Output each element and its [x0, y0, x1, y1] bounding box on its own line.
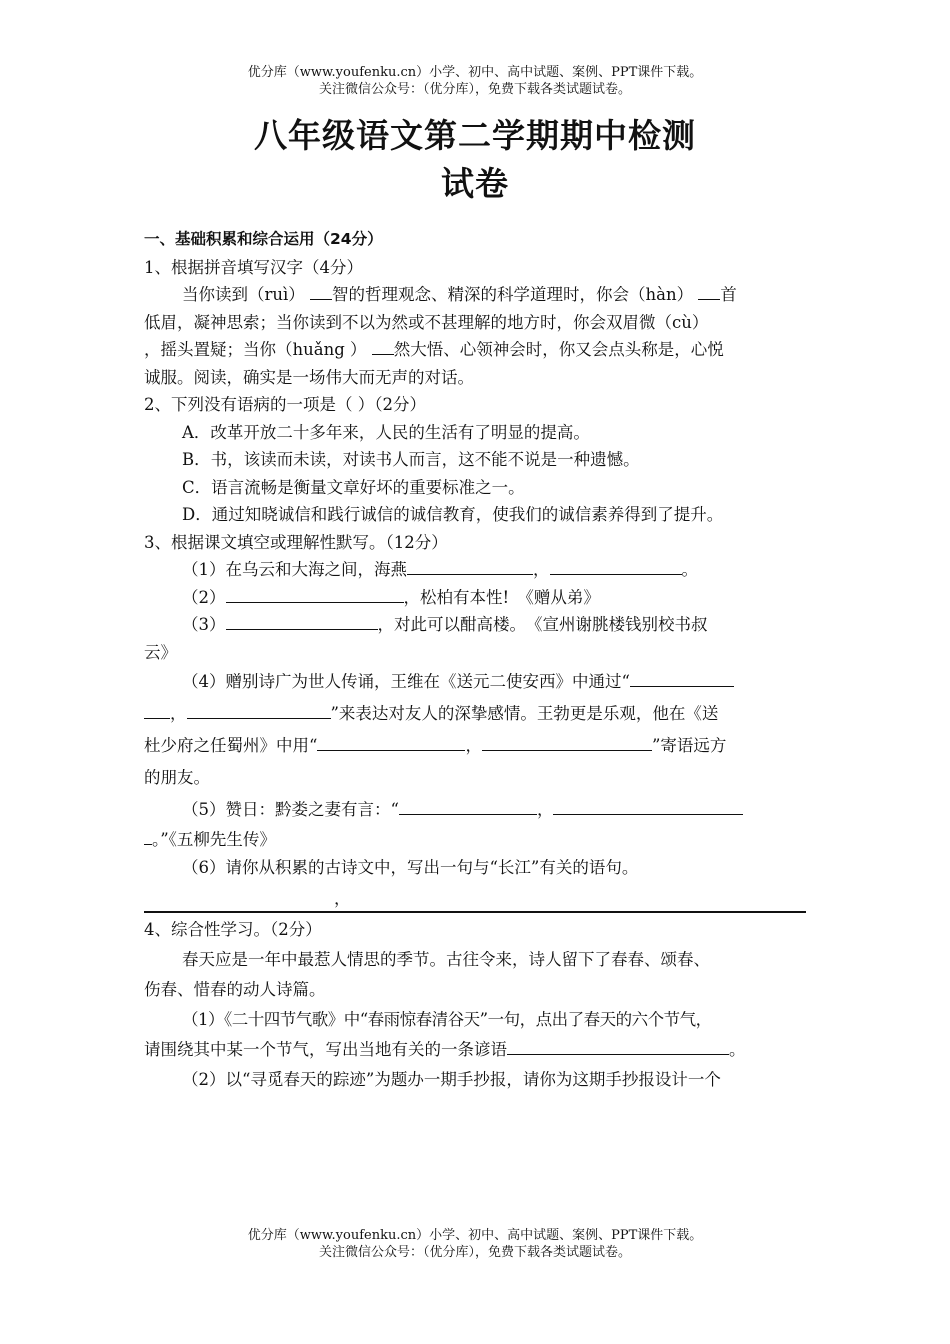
- question-3-item-4: （4）赠别诗广为世人传诵，王维在《送元二使安西》中通过“: [144, 666, 806, 698]
- question-3-item-1: （1）在乌云和大海之间，海燕 ， 。: [144, 556, 806, 584]
- question-4-item-2: （2）以“寻觅春天的踪迹”为题办一期手抄报，请你为这期手抄报设计一个: [182, 1070, 721, 1089]
- question-2-option-c[interactable]: C．语言流畅是衡量文章好坏的重要标准之一。: [182, 477, 525, 497]
- answer-blank[interactable]: [482, 732, 652, 751]
- page-header: [0, 64, 950, 98]
- question-3-item-5: （5）赞日：黔娄之妻有言：“ ，: [144, 794, 806, 826]
- answer-blank[interactable]: [553, 796, 743, 815]
- answer-line[interactable]: [144, 881, 806, 913]
- answer-blank[interactable]: [144, 826, 152, 845]
- question-3-item-3-cont: 云》: [144, 642, 177, 662]
- question-1-passage-line: 诚服。阅读，确实是一场伟大而无声的对话。: [144, 367, 474, 387]
- exam-content: [144, 226, 806, 1095]
- answer-blank[interactable]: [507, 1036, 729, 1055]
- question-4-intro: 春天应是一年中最惹人情思的季节。古往令来，诗人留下了春春、颂春、: [182, 950, 710, 969]
- question-3-item-6: （6）请你从积累的古诗文中，写出一句与“长江”有关的语句。: [182, 857, 639, 877]
- question-4-intro-cont: 伤春、惜春的动人诗篇。: [144, 980, 326, 999]
- answer-blank[interactable]: [630, 668, 734, 687]
- footer-line-2: 关注微信公众号：（优分库），免费下载各类试题试卷。: [318, 1245, 631, 1260]
- question-3-item-4-cont: 的朋友。: [144, 768, 210, 787]
- question-3-item-3: （3） ，对此可以酣高楼。 《宣州谢朓楼钱别校书叔: [144, 611, 806, 639]
- question-1-passage-line: 当你读到（ruì） 智的哲理观念、精深的科学道理时，你会（hàn） 首: [144, 281, 806, 309]
- question-3-stem: 3、根据课文填空或理解性默写。（12分）: [144, 532, 448, 552]
- answer-blank[interactable]: [698, 281, 720, 300]
- question-2-option-d[interactable]: D．通过知晓诚信和践行诚信的诚信教育，使我们的诚信素养得到了提升。: [182, 505, 724, 524]
- footer-line-1: 优分库（www.youfenku.cn）小学、初中、高中试题、案例、PPT课件下载。: [247, 1228, 703, 1243]
- section-heading: 一、基础积累和综合运用（24分）: [144, 230, 383, 248]
- answer-blank[interactable]: [407, 556, 533, 575]
- question-4-item-1-cont: 请围绕其中某一个节气，写出当地有关的一条谚语 。: [144, 1035, 806, 1065]
- header-line-2: 关注微信公众号：（优分库），免费下载各类试题试卷。: [318, 82, 631, 97]
- answer-blank[interactable]: [372, 336, 394, 355]
- answer-line-comma: ，: [334, 889, 351, 908]
- answer-blank[interactable]: [187, 700, 331, 719]
- answer-blank[interactable]: [550, 556, 682, 575]
- answer-blank[interactable]: [144, 700, 170, 719]
- exam-title: [0, 112, 950, 208]
- answer-blank[interactable]: [399, 796, 537, 815]
- question-3-item-4-cont: 杜少府之任蜀州》中用“ ， ”寄语远方: [144, 730, 806, 762]
- page-footer: [0, 1227, 950, 1261]
- question-3-item-4-block: [144, 666, 806, 826]
- header-line-1: 优分库（www.youfenku.cn）小学、初中、高中试题、案例、PPT课件下载。: [247, 65, 703, 80]
- question-2-option-a[interactable]: A．改革开放二十多年来，人民的生活有了明显的提高。: [182, 422, 590, 442]
- question-2-stem: 2、下列没有语病的一项是（ ）（2分）: [144, 395, 426, 414]
- question-3-item-4-cont: ， ”来表达对友人的深挚感情。王勃更是乐观，他在《送: [144, 698, 806, 730]
- question-3-item-2: （2） ，松柏有本性! 《赠从弟》: [144, 584, 806, 612]
- title-line-2: 试卷: [441, 164, 509, 203]
- question-3-item-5-cont: 。”《五柳先生传》: [144, 826, 806, 854]
- question-4-stem: 4、综合性学习。（2分）: [144, 920, 322, 939]
- answer-blank[interactable]: [310, 281, 332, 300]
- question-1-stem: 1、根据拼音填写汉字（4分）: [144, 257, 363, 277]
- question-4-item-1: （1）《二十四节气歌》中“春雨惊春清谷天”一句，点出了春天的六个节气，: [182, 1010, 712, 1029]
- answer-blank[interactable]: [317, 732, 465, 751]
- title-line-1: 八年级语文第二学期期中检测: [254, 116, 696, 155]
- answer-blank[interactable]: [226, 611, 378, 630]
- question-1-passage-line: ，摇头置疑；当你（huǎng ） 然大悟、心领神会时，你又会点头称是，心悦: [144, 336, 806, 364]
- question-1-passage-line: 低眉，凝神思索；当你读到不以为然或不甚理解的地方时，你会双眉微（cù）: [144, 312, 709, 332]
- answer-blank[interactable]: [226, 584, 404, 603]
- question-4-block: [144, 915, 806, 1095]
- question-2-option-b[interactable]: B．书，该读而未读，对读书人而言，这不能不说是一种遗憾。: [182, 450, 640, 469]
